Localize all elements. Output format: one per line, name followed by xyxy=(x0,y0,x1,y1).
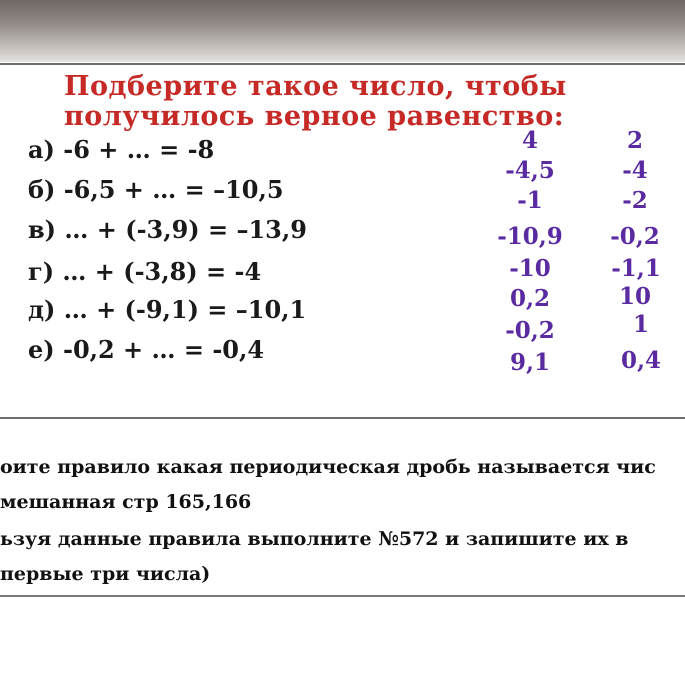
answer-option: 0,4 xyxy=(620,347,661,374)
answer-option: -2 xyxy=(622,187,648,214)
task-image xyxy=(0,63,685,419)
answer-option: -10 xyxy=(509,255,551,282)
note-line-1: оите правило какая периодическая дробь называется чис xyxy=(0,456,656,478)
answer-option: -0,2 xyxy=(610,223,660,250)
equation-a: а) -6 + … = -8 xyxy=(28,135,215,164)
equation-e: е) -0,2 + … = -0,4 xyxy=(28,335,265,364)
answer-option: 1 xyxy=(632,311,649,338)
answer-option: -4,5 xyxy=(505,157,555,184)
answer-option: -1,1 xyxy=(611,255,661,282)
answer-option: -0,2 xyxy=(505,317,555,344)
answer-option: -1 xyxy=(517,187,543,214)
photo-shadow-band xyxy=(0,0,685,62)
note-line-2: мешанная стр 165,166 xyxy=(0,491,252,513)
answer-option: 0,2 xyxy=(509,285,550,312)
answer-option: 9,1 xyxy=(509,349,550,376)
answer-option: 10 xyxy=(618,283,651,310)
answer-option: -10,9 xyxy=(497,223,563,250)
note-line-4: первые три числа) xyxy=(0,563,211,585)
equation-b: б) -6,5 + … = –10,5 xyxy=(28,175,284,204)
task-heading-line2: получилось верное равенство: xyxy=(64,101,565,132)
answer-option: 2 xyxy=(626,127,643,154)
equation-d: д) … + (-9,1) = –10,1 xyxy=(28,295,307,324)
note-line-3: ьзуя данные правила выполните №572 и запишите их в xyxy=(0,528,629,550)
answer-option: 4 xyxy=(521,127,538,154)
answer-option: -4 xyxy=(622,157,648,184)
task-heading-line1: Подберите такое число, чтобы xyxy=(64,71,567,102)
bottom-divider xyxy=(0,595,685,597)
equation-g: г) … + (-3,8) = -4 xyxy=(28,257,262,286)
equation-v: в) … + (-3,9) = –13,9 xyxy=(28,215,307,244)
